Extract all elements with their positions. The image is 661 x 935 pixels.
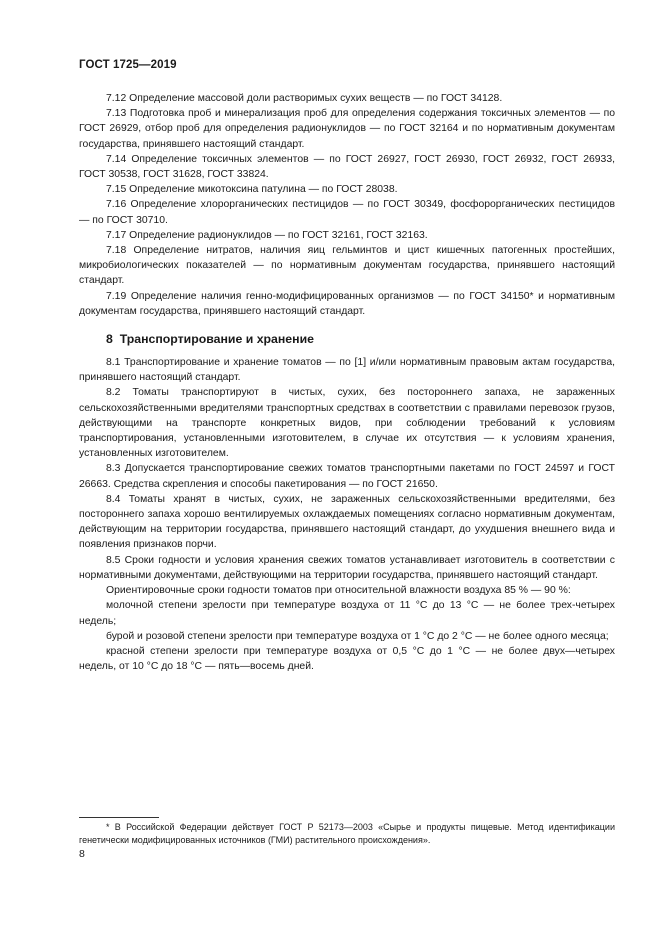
section-number: 8 <box>106 332 113 347</box>
item-8-1: 8.1 Транспортирование и хранение томатов — по [1] и/или нормативным правовым актам государства, принявшего настоящий стандарт. <box>79 357 615 384</box>
footnote-rule <box>79 817 159 818</box>
page-content <box>79 91 615 674</box>
item-8-4: 8.4 Томаты хранят в чистых, сухих, не зараженных сельскохозяйственными вредителями, без постороннего запаха хорошо вентилируемых охлаждаемых помещениях согласно нормативным документам, действующим на территории государства, принявшего настоящий стандарт, до ухудшения внешнего вида и появления признаков порчи. <box>79 493 615 551</box>
item-7-13: 7.13 Подготовка проб и минерализация проб для определения содержания токсичных элементов — по ГОСТ 26929, отбор проб для определения радионуклидов — по ГОСТ 32164 и по нормативным документам государства, принявшего настоящий стандарт. <box>79 108 615 150</box>
item-7-18: 7.18 Определение нитратов, наличия яиц гельминтов и цист кишечных патогенных простейших, микробиологических показателей — по нормативным документам государства, принявшего настоящий стандарт. <box>79 245 615 287</box>
item-8-3: 8.3 Допускается транспортирование свежих томатов транспортными пакетами по ГОСТ 24597 и ГОСТ 26663. Средства скрепления и способы пакетирования — по ГОСТ 21650. <box>79 463 615 490</box>
item-7-12: 7.12 Определение массовой доли растворимых сухих веществ — по ГОСТ 34128. <box>106 93 503 104</box>
item-7-17: 7.17 Определение радионуклидов — по ГОСТ 32161, ГОСТ 32163. <box>106 229 428 241</box>
item-7-15: 7.15 Определение микотоксина патулина — по ГОСТ 28038. <box>106 184 398 196</box>
item-7-19: 7.19 Определение наличия генно-модифицированных организмов — по ГОСТ 34150* и нормативным документам государства, принявшего настоящий стандарт. <box>79 290 615 317</box>
item-8-5: 8.5 Сроки годности и условия хранения свежих томатов устанавливает изготовитель в соответствии с нормативными документами, действующими на территории государства, принявшего настоящий стандарт. <box>79 554 615 581</box>
shelf-life-milky: молочной степени зрелости при температуре воздуха от 11 °C до 13 °C — не более трех-четырех недель; <box>79 600 615 627</box>
shelf-life-brown-pink: бурой и розовой степени зрелости при температуре воздуха от 1 °C до 2 °C — не более одного месяца; <box>106 630 609 642</box>
section-title: Транспортирование и хранение <box>119 332 314 347</box>
shelf-life-intro: Ориентировочные сроки годности томатов при относительной влажности воздуха 85 % — 90 %: <box>106 585 571 597</box>
footnote: * В Российской Федерации действует ГОСТ Р 52173—2003 «Сырье и продукты пищевые. Метод идентификации генетически модифицированных источников (ГМИ) растительного происхождения». <box>79 822 615 845</box>
page-number: 8 <box>79 848 85 860</box>
item-7-14: 7.14 Определение токсичных элементов — по ГОСТ 26927, ГОСТ 26930, ГОСТ 26932, ГОСТ 26933, ГОСТ 30538, ГОСТ 31628, ГОСТ 33824. <box>79 153 615 181</box>
document-header: ГОСТ 1725—2019 <box>79 59 177 71</box>
shelf-life-red: красной степени зрелости при температуре воздуха от 0,5 °C до 1 °C — не более двух—четырех недель, от 10 °C до 18 °C — пять—восемь дней. <box>79 645 615 673</box>
item-7-16: 7.16 Определение хлорорганических пестицидов — по ГОСТ 30349, фосфорорганических пестицидов — по ГОСТ 30710. <box>79 199 615 226</box>
section-heading <box>106 332 615 347</box>
item-8-2: 8.2 Томаты транспортируют в чистых, сухих, без постороннего запаха, не зараженных сельскохозяйственными вредителями транспортных средствах в соответствии с правилами перевозок грузов, действующими на транспорте конкретных видов, при соблюдении требований к условиям транспортирования, установленными изготовителем, в случае их отсутствия — к условиям хранения, установленных изготовителем. <box>79 387 615 460</box>
